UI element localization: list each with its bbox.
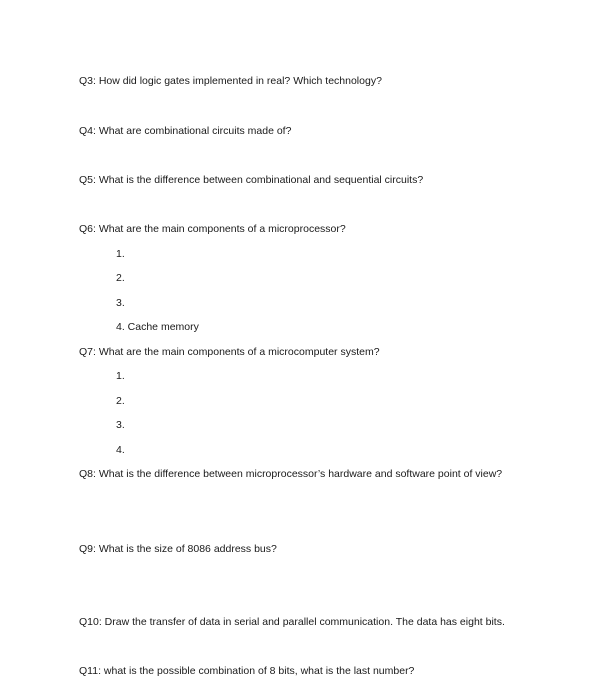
q6-list-item-2: 2. [116,272,125,284]
q7-list-item-3: 3. [116,419,125,431]
q7-list-item-4: 4. [116,444,125,456]
q6-list-item-4: 4. Cache memory [116,321,199,333]
question-q11: Q11: what is the possible combination of 8 bits, what is the last number? [79,665,415,677]
question-q5: Q5: What is the difference between combinational and sequential circuits? [79,174,424,186]
question-q8: Q8: What is the difference between microprocessor’s hardware and software point of view? [79,468,503,480]
q6-list-item-3: 3. [116,297,125,309]
q7-list-item-2: 2. [116,395,125,407]
question-q4: Q4: What are combinational circuits made of? [79,125,292,137]
question-q3: Q3: How did logic gates implemented in real? Which technology? [79,75,382,87]
question-q7: Q7: What are the main components of a microcomputer system? [79,346,380,358]
q6-list-item-1: 1. [116,248,125,260]
question-q9: Q9: What is the size of 8086 address bus? [79,543,277,555]
q7-list-item-1: 1. [116,370,125,382]
question-q10: Q10: Draw the transfer of data in serial and parallel communication. The data has eight bits. [79,616,505,628]
question-q6: Q6: What are the main components of a microprocessor? [79,223,346,235]
